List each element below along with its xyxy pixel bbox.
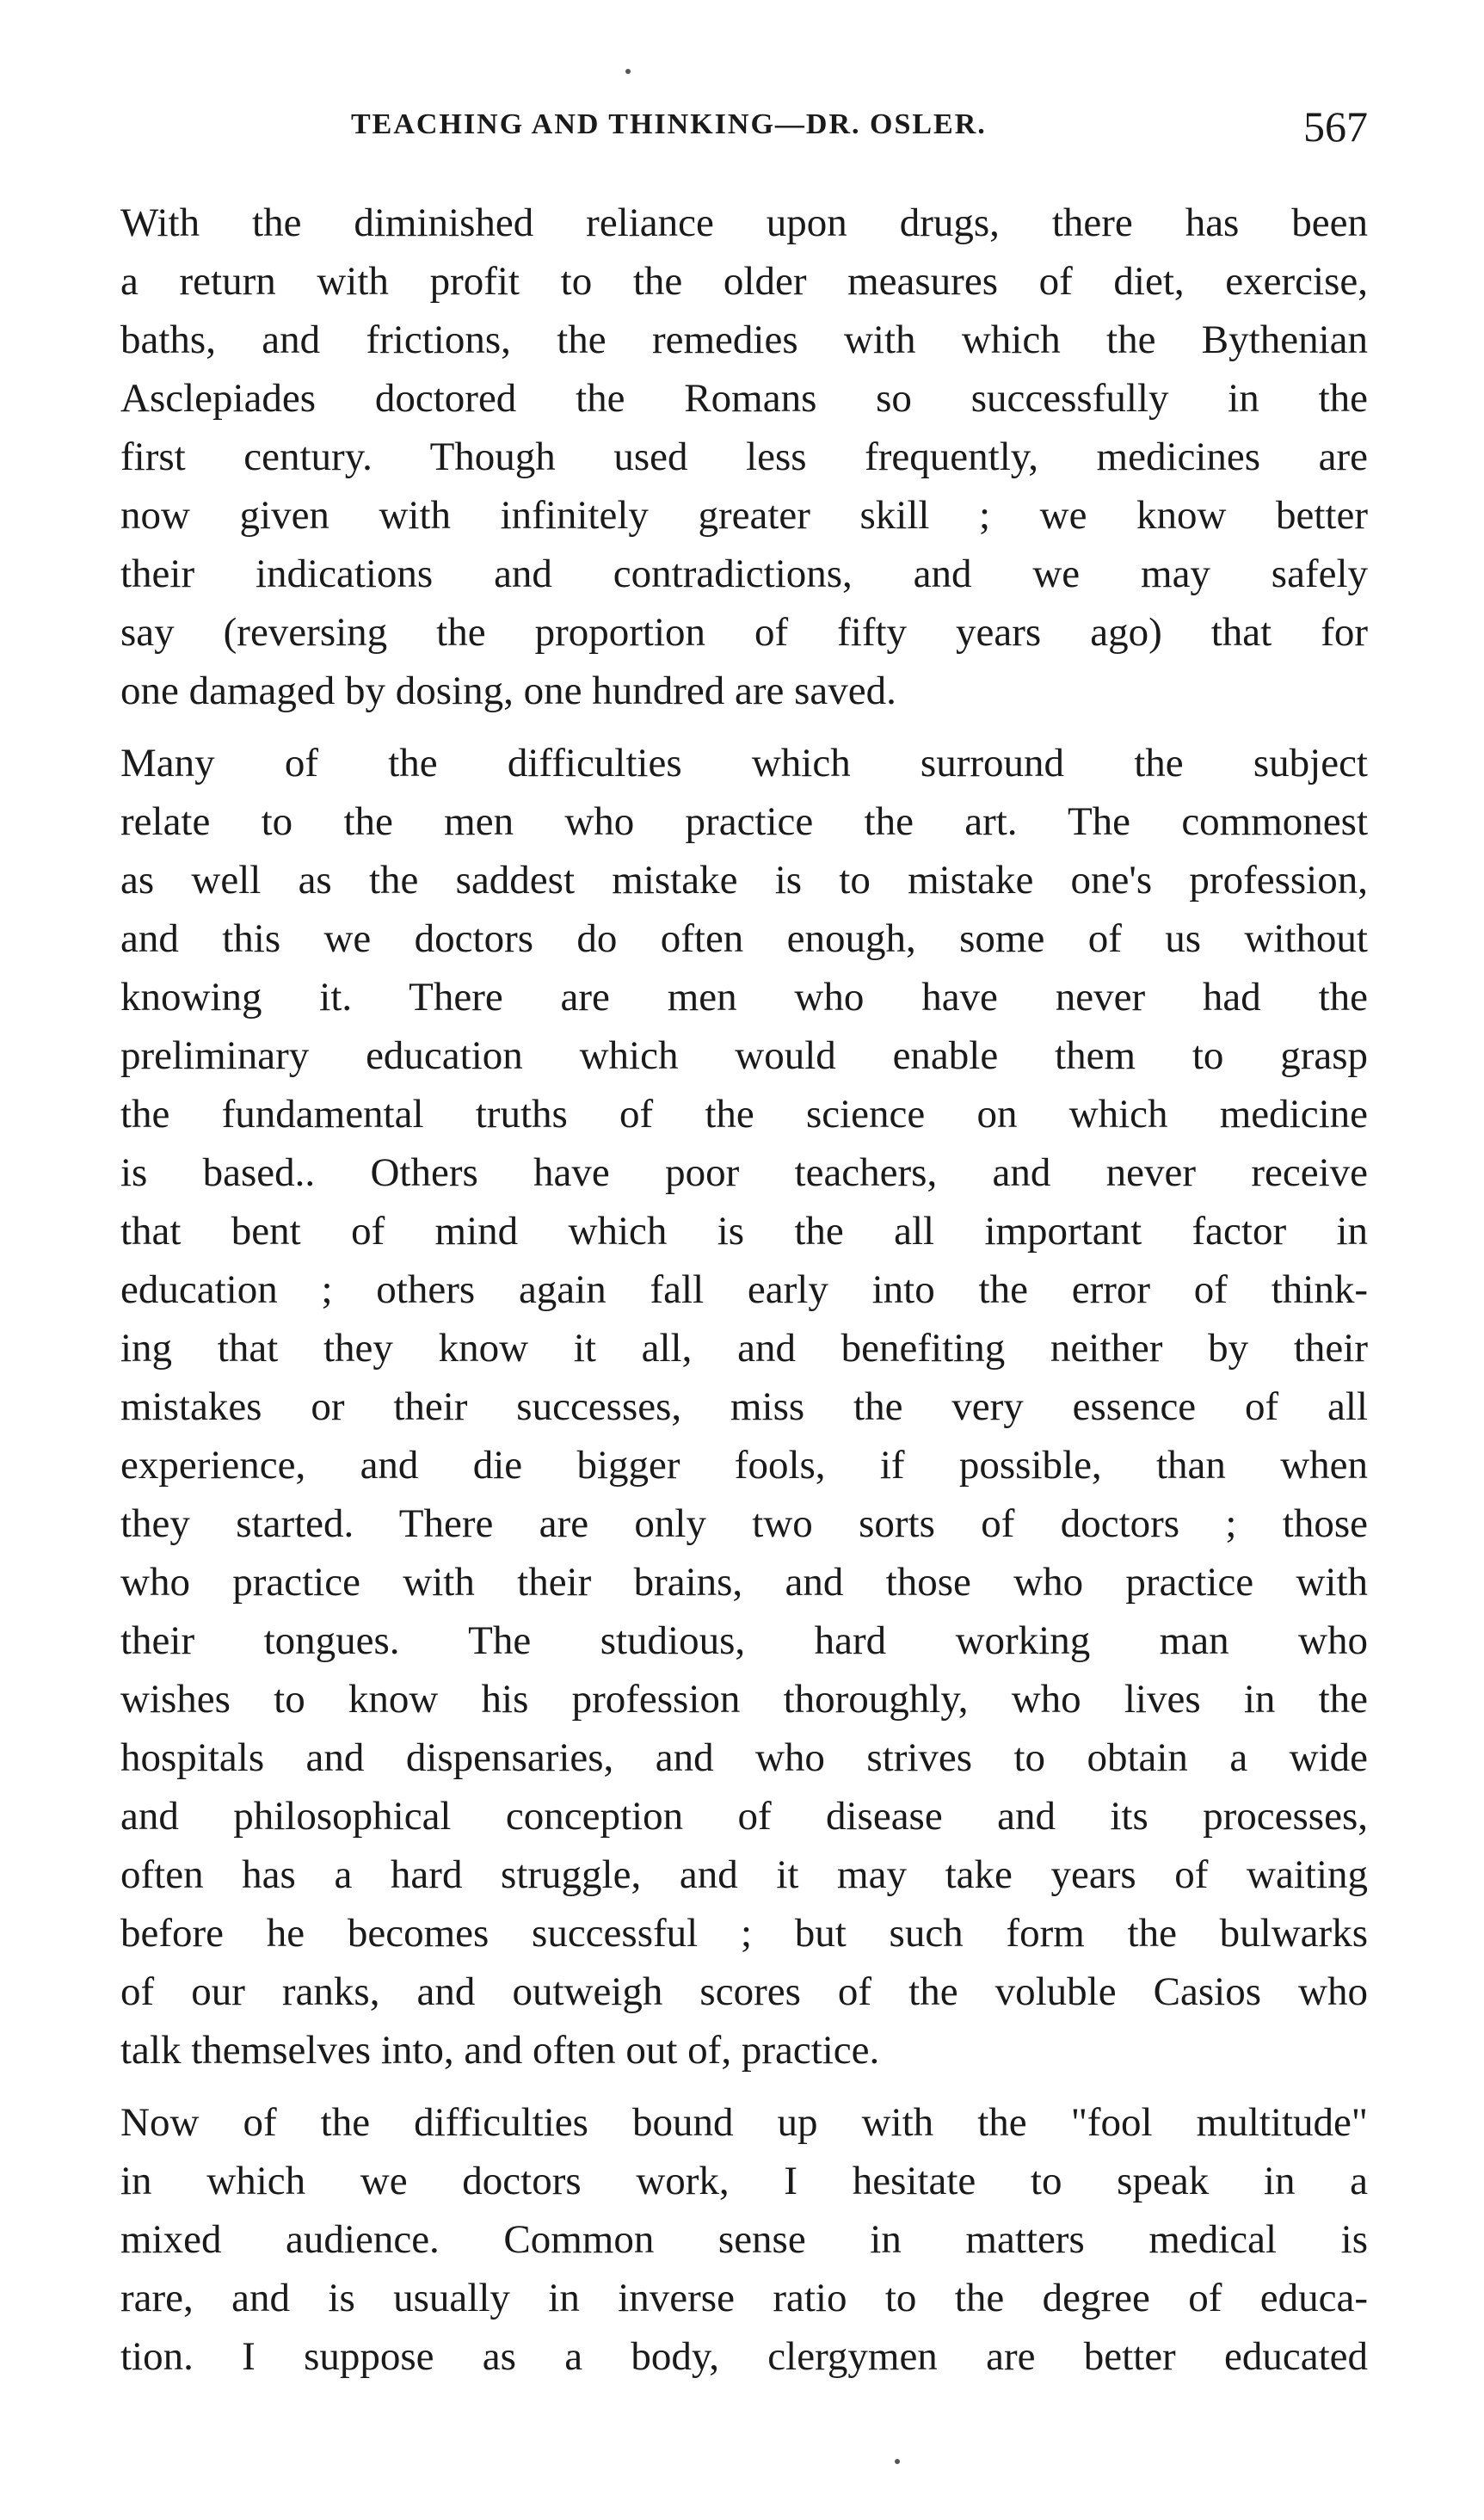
body-text bbox=[120, 194, 1368, 2386]
text-line: is based.. Others have poor teachers, and never receive bbox=[120, 1150, 1368, 1195]
text-line: and this we doctors do often enough, some of us without bbox=[120, 916, 1368, 961]
ink-speck bbox=[895, 2459, 900, 2464]
text-line: who practice with their brains, and those who practice with bbox=[120, 1560, 1368, 1605]
paragraph-2 bbox=[120, 734, 1368, 2079]
text-line: their indications and contradictions, and we may safely bbox=[120, 551, 1368, 596]
text-line: mistakes or their successes, miss the very essence of all bbox=[120, 1384, 1368, 1429]
text-line: Asclepiades doctored the Romans so successfully in the bbox=[120, 376, 1368, 421]
text-line: knowing it. There are men who have never had the bbox=[120, 975, 1368, 1020]
text-line: relate to the men who practice the art. The commonest bbox=[120, 799, 1368, 844]
ink-speck bbox=[625, 69, 631, 74]
text-line: that bent of mind which is the all important factor in bbox=[120, 1209, 1368, 1254]
text-line: baths, and frictions, the remedies with which the Bythenian bbox=[120, 317, 1368, 362]
text-line: education ; others again fall early into the error of think- bbox=[120, 1267, 1368, 1312]
paragraph-1 bbox=[120, 194, 1368, 720]
page-number: 567 bbox=[1303, 102, 1368, 151]
text-line: as well as the saddest mistake is to mistake one's profession, bbox=[120, 858, 1368, 903]
running-head bbox=[120, 102, 1368, 153]
text-line: wishes to know his profession thoroughly, who lives in the bbox=[120, 1677, 1368, 1722]
text-line: Now of the difficulties bound up with the "fool multitude" bbox=[120, 2100, 1368, 2145]
paragraph-3 bbox=[120, 2093, 1368, 2386]
text-line: talk themselves into, and often out of, practice. bbox=[120, 2028, 880, 2073]
text-line: before he becomes successful ; but such form the bulwarks bbox=[120, 1911, 1368, 1956]
running-title: TEACHING AND THINKING—DR. OSLER. bbox=[351, 108, 987, 140]
text-line: their tongues. The studious, hard working man who bbox=[120, 1618, 1368, 1663]
text-line: ing that they know it all, and benefiting neither by their bbox=[120, 1326, 1368, 1371]
text-line: experience, and die bigger fools, if possible, than when bbox=[120, 1443, 1368, 1488]
text-line: preliminary education which would enable them to grasp bbox=[120, 1033, 1368, 1078]
text-line: rare, and is usually in inverse ratio to the degree of educa- bbox=[120, 2276, 1368, 2320]
text-line: say (reversing the proportion of fifty years ago) that for bbox=[120, 610, 1368, 655]
text-line: a return with profit to the older measures of diet, exercise, bbox=[120, 259, 1368, 304]
text-line: now given with infinitely greater skill ; we know better bbox=[120, 493, 1368, 538]
text-line: first century. Though used less frequently, medicines are bbox=[120, 434, 1368, 479]
text-line: Many of the difficulties which surround the subject bbox=[120, 741, 1368, 786]
text-line: the fundamental truths of the science on which medicine bbox=[120, 1092, 1368, 1137]
text-line: in which we doctors work, I hesitate to speak in a bbox=[120, 2159, 1368, 2203]
text-line: With the diminished reliance upon drugs, there has been bbox=[120, 200, 1368, 245]
text-line: of our ranks, and outweigh scores of the voluble Casios who bbox=[120, 1969, 1368, 2014]
text-line: often has a hard struggle, and it may take years of waiting bbox=[120, 1852, 1368, 1897]
text-line: mixed audience. Common sense in matters medical is bbox=[120, 2217, 1368, 2262]
text-line: one damaged by dosing, one hundred are saved. bbox=[120, 669, 896, 713]
text-line: and philosophical conception of disease and its processes, bbox=[120, 1794, 1368, 1839]
text-line: hospitals and dispensaries, and who strives to obtain a wide bbox=[120, 1735, 1368, 1780]
text-line: tion. I suppose as a body, clergymen are better educated bbox=[120, 2334, 1368, 2379]
text-line: they started. There are only two sorts of doctors ; those bbox=[120, 1501, 1368, 1546]
